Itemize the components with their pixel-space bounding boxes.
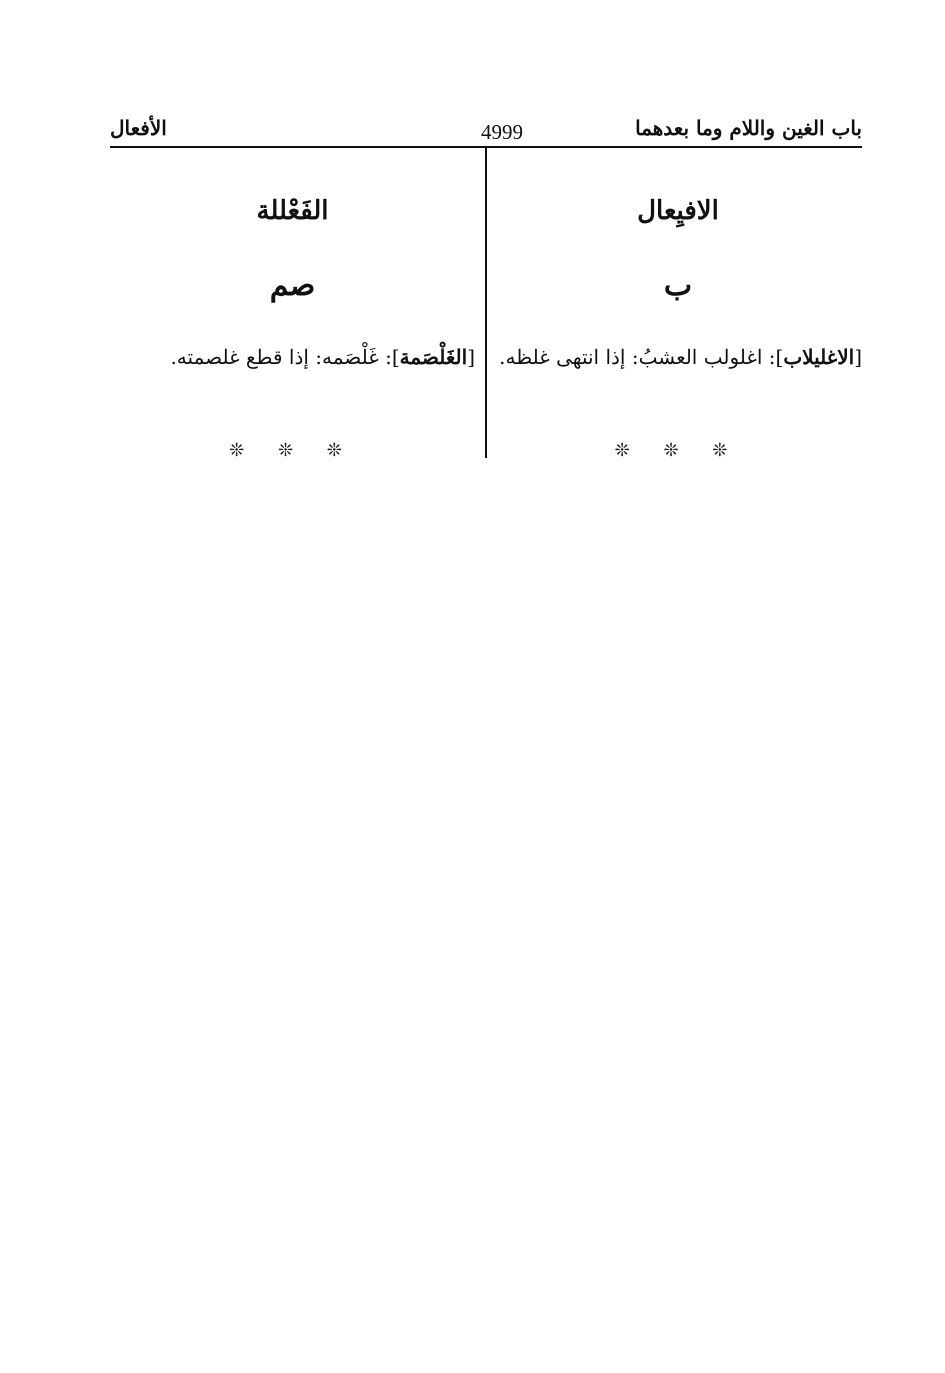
header-section-title: باب الغين واللام وما بعدهما — [635, 116, 862, 140]
entry-definition: : غَلْصَمه: إذا قطع غلصمته. — [170, 345, 392, 369]
entry-definition: : اغلولب العشبُ: إذا انتهى غلظه. — [499, 345, 776, 369]
header-category: الأفعال — [110, 116, 167, 140]
page-header — [110, 108, 862, 148]
root-letter: ب — [663, 268, 693, 303]
dictionary-entry: [الاغليلاب]: اغلولب العشبُ: إذا انتهى غلظه. — [499, 345, 862, 369]
section-separator: ❊ ❊ ❊ — [229, 440, 356, 461]
page-number: 4999 — [481, 120, 523, 144]
entry-headword: الاغليلاب — [783, 345, 855, 369]
section-separator: ❊ ❊ ❊ — [614, 440, 742, 461]
entry-headword: الغَلْصَمة — [399, 345, 468, 369]
dictionary-entry: [الغَلْصَمة]: غَلْصَمه: إذا قطع غلصمته. — [170, 345, 475, 369]
pattern-title: الافيِعال — [637, 196, 719, 226]
root-letter: صم — [269, 268, 316, 303]
pattern-title: الفَعْللة — [256, 196, 329, 226]
column-divider — [485, 148, 487, 458]
